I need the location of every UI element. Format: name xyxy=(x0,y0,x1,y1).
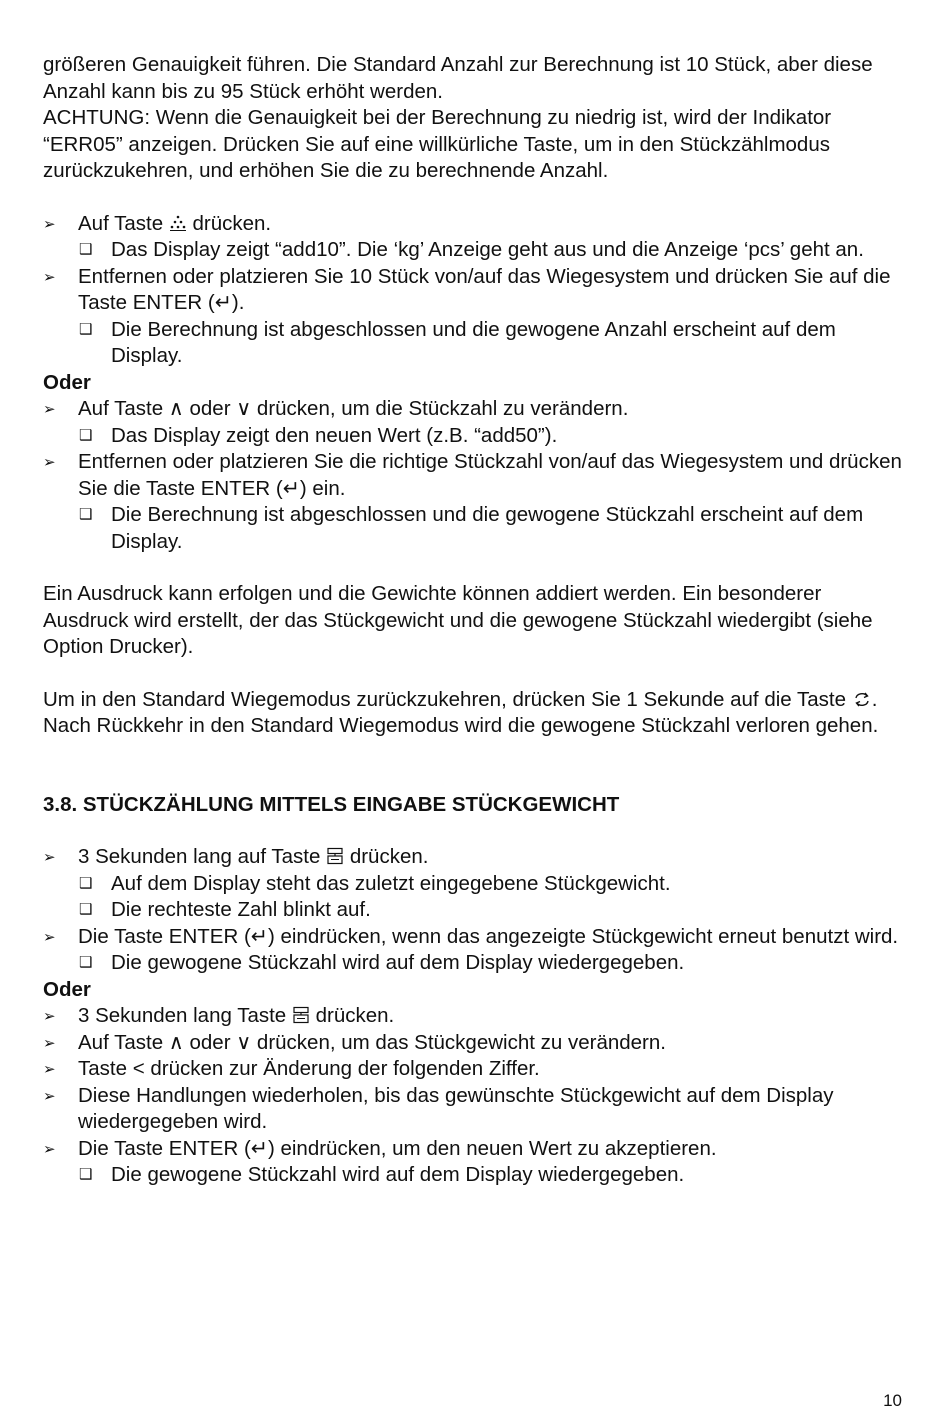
bullet-arrow-icon: ➢ xyxy=(43,454,56,471)
step-subitem: ❑ Die gewogene Stückzahl wird auf dem Display wiedergegeben. xyxy=(43,1162,908,1189)
section-heading: 3.8. STÜCKZÄHLUNG MITTELS EINGABE STÜCKGEWICHT xyxy=(43,792,620,816)
bullet-arrow-icon: ➢ xyxy=(43,401,56,418)
step-subitem: ❑ Die Berechnung ist abgeschlossen und die gewogene Anzahl erscheint auf dem Display. xyxy=(79,317,836,367)
bullet-arrow-icon: ➢ xyxy=(43,1087,56,1105)
oder-label: Oder xyxy=(43,370,91,394)
step-bullet: ➢ Taste < drücken zur Änderung der folgenden Ziffer. xyxy=(43,1056,908,1083)
step-bullet: ➢ Entfernen oder platzieren Sie die richtige Stückzahl von/auf das Wiegesystem und drücken Sie die Taste ENTER (↵) ein. xyxy=(43,450,902,500)
bullet-arrow-icon: ➢ xyxy=(43,1008,56,1025)
checkbox-bullet-icon: ❑ xyxy=(79,1166,93,1183)
step-subitem: ❑ Die gewogene Stückzahl wird auf dem Display wiedergegeben. xyxy=(43,950,908,977)
step-subitem: ❑ Die rechteste Zahl blinkt auf. xyxy=(43,897,908,924)
checkbox-bullet-icon: ❑ xyxy=(79,506,93,523)
step-subitem: ❑ Das Display zeigt “add10”. Die ‘kg’ Anzeige geht aus und die Anzeige ‘pcs’ geht an. xyxy=(43,237,908,264)
return-paragraph: Um in den Standard Wiegemodus zurückzukehren, drücken Sie 1 Sekunde auf die Taste . Nach Rückkehr in den Standard Wiegemodus wird die gewogene Stückzahl verloren gehen. xyxy=(43,687,879,737)
count-key-icon xyxy=(169,214,187,232)
bullet-arrow-icon: ➢ xyxy=(43,268,56,286)
checkbox-bullet-icon: ❑ xyxy=(79,426,93,444)
step-subitem: ❑ Die Berechnung ist abgeschlossen und die gewogene Stückzahl erscheint auf dem Display. xyxy=(79,503,864,553)
oder-label: Oder xyxy=(43,977,91,1001)
warning-paragraph: ACHTUNG: Wenn die Genauigkeit bei der Berechnung zu niedrig ist, wird der Indikator “ERR05” anzeigen. Drücken Sie auf eine willkürliche Taste, um in den Stückzählmodus zurückzukehren, und erhöhen Sie die zu berechnende Anzahl. xyxy=(43,106,832,182)
bullet-arrow-icon: ➢ xyxy=(43,1140,56,1158)
piece-weight-key-icon xyxy=(292,1006,310,1024)
checkbox-bullet-icon: ❑ xyxy=(79,241,93,258)
step-bullet: ➢ Entfernen oder platzieren Sie 10 Stück von/auf das Wiegesystem und drücken Sie auf die Taste ENTER (↵). xyxy=(43,264,891,314)
print-paragraph: Ein Ausdruck kann erfolgen und die Gewichte können addiert werden. Ein besonderer Ausdruck wird erstellt, der das Stückgewicht und die gewogene Stückzahl wiedergibt (siehe Option Drucker). xyxy=(43,582,873,658)
bullet-arrow-icon: ➢ xyxy=(43,215,56,233)
checkbox-bullet-icon: ❑ xyxy=(79,901,93,918)
step-bullet: ➢ Die Taste ENTER (↵) eindrücken, um den neuen Wert zu akzeptieren. xyxy=(43,1136,908,1163)
bullet-arrow-icon: ➢ xyxy=(43,1034,56,1052)
step-bullet: ➢ 3 Sekunden lang auf Taste drücken. xyxy=(43,844,908,871)
step-subitem: ❑ Das Display zeigt den neuen Wert (z.B. “add50”). xyxy=(43,423,908,450)
bullet-arrow-icon: ➢ xyxy=(43,849,56,866)
step-bullet: ➢ Diese Handlungen wiederholen, bis das gewünschte Stückgewicht auf dem Display wiedergegeben wird. xyxy=(43,1083,834,1133)
step-bullet: ➢ 3 Sekunden lang Taste drücken. xyxy=(43,1003,908,1030)
bullet-arrow-icon: ➢ xyxy=(43,928,56,946)
checkbox-bullet-icon: ❑ xyxy=(79,874,93,892)
mode-cycle-icon xyxy=(852,690,872,708)
step-subitem: ❑ Auf dem Display steht das zuletzt eingegebene Stückgewicht. xyxy=(43,871,908,898)
piece-weight-key-icon xyxy=(326,847,344,865)
step-bullet: ➢ Auf Taste ∧ oder ∨ drücken, um die Stückzahl zu verändern. xyxy=(43,396,908,423)
step-bullet: ➢ Auf Taste ∧ oder ∨ drücken, um das Stückgewicht zu verändern. xyxy=(43,1030,908,1057)
intro-paragraph: größeren Genauigkeit führen. Die Standard Anzahl zur Berechnung ist 10 Stück, aber diese Anzahl kann bis zu 95 Stück erhöht werden. xyxy=(43,53,873,103)
step-bullet: ➢ Auf Taste drücken. xyxy=(43,211,908,238)
document-page xyxy=(43,52,908,1189)
checkbox-bullet-icon: ❑ xyxy=(79,320,93,338)
bullet-arrow-icon: ➢ xyxy=(43,1061,56,1078)
step-bullet: ➢ Die Taste ENTER (↵) eindrücken, wenn das angezeigte Stückgewicht erneut benutzt wird. xyxy=(43,924,908,951)
page-number: 10 xyxy=(883,1391,902,1410)
checkbox-bullet-icon: ❑ xyxy=(79,954,93,971)
